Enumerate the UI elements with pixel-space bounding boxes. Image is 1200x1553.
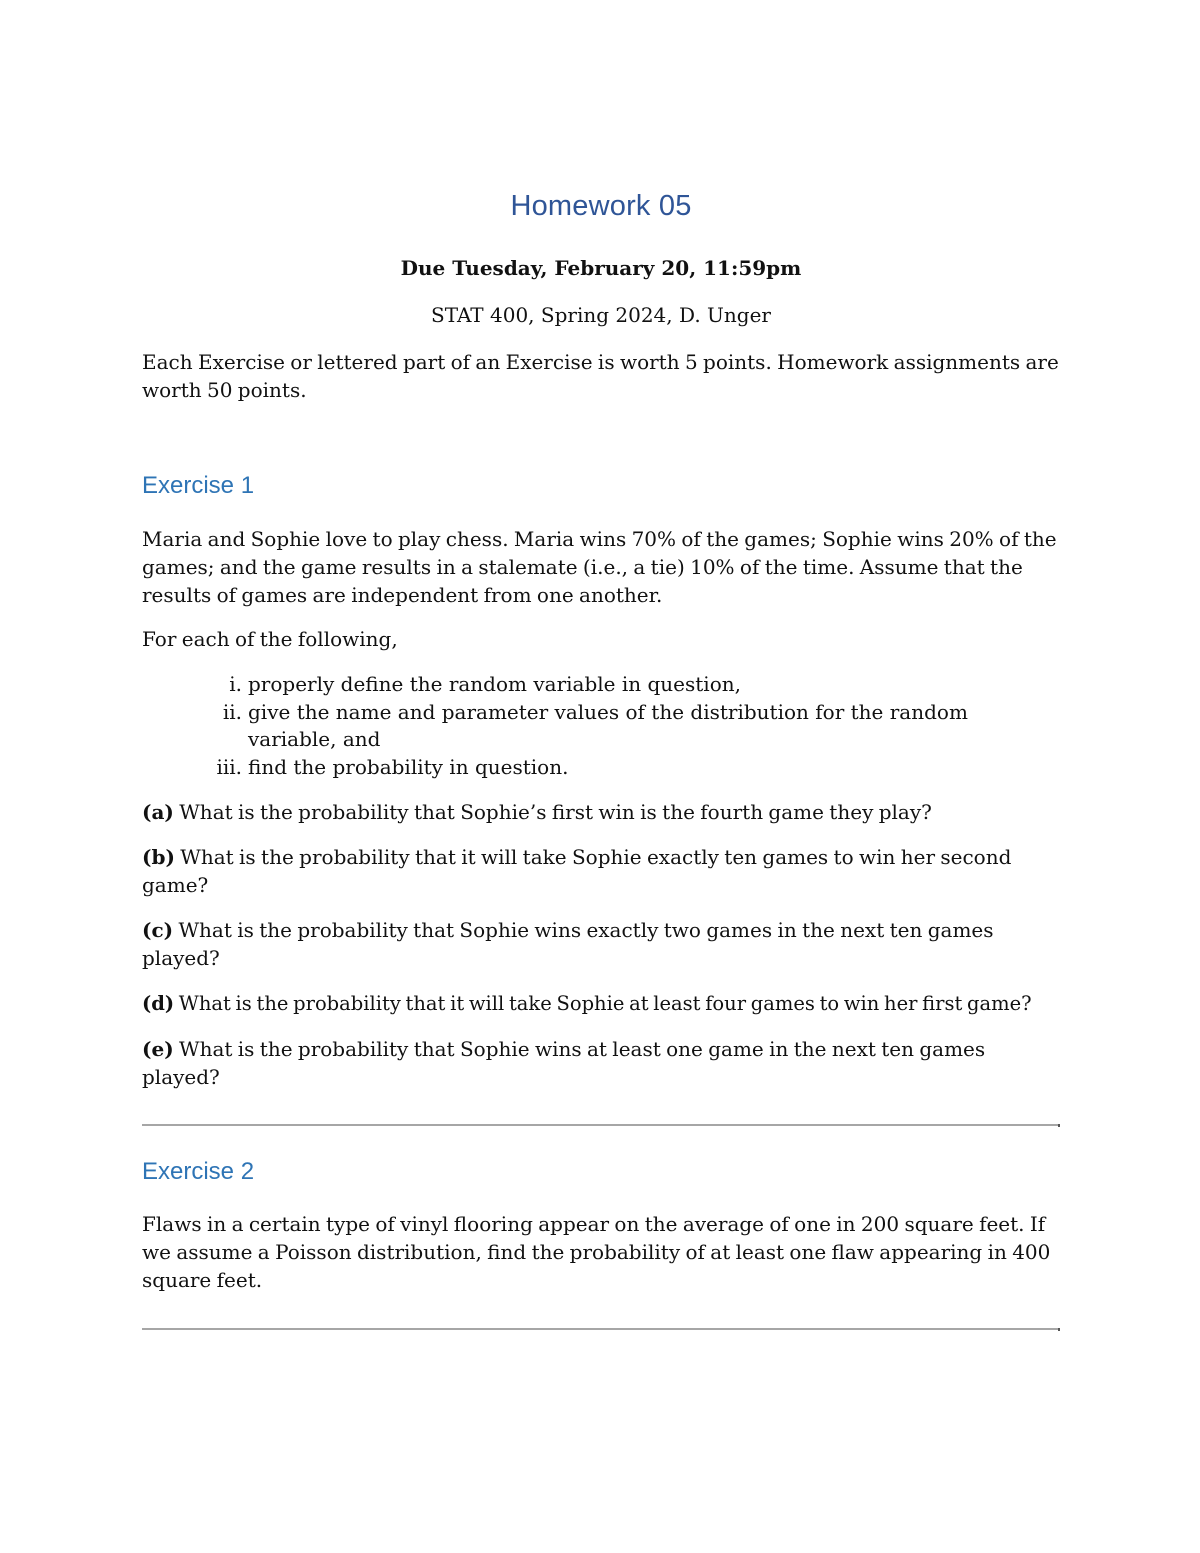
points-note: Each Exercise or lettered part of an Exercise is worth 5 points. Homework assignments are worth 50 points. (142, 350, 1059, 402)
question-text: What is the probability that Sophie wins at least one game in the next ten games played? (142, 1037, 986, 1089)
question-text: What is the probability that Sophie wins exactly two games in the next ten games played? (142, 918, 994, 970)
question-text: What is the probability that Sophie’s first win is the fourth game they play? (179, 800, 932, 824)
question-label: (d) (142, 992, 175, 1015)
list-item (142, 754, 1060, 782)
list-item-number: i. (229, 672, 242, 696)
question-label: (b) (142, 845, 175, 869)
exercise-1-heading: Exercise 1 (142, 472, 255, 499)
list-item-text: properly define the random variable in question, (248, 672, 741, 696)
exercise-2-heading: Exercise 2 (142, 1158, 255, 1185)
exercise-2-text: Flaws in a certain type of vinyl flooring appear on the average of one in 200 square feet. If we assume a Poisson distribution, find the probability of at least one flaw appearing in 400 square feet. (142, 1212, 1051, 1292)
due-date: Due Tuesday, February 20, 11:59pm (400, 256, 802, 280)
section-divider (142, 1124, 1060, 1126)
question-d (142, 990, 1072, 1018)
section-divider (142, 1328, 1060, 1330)
question-text: What is the probability that it will take Sophie exactly ten games to win her second game? (142, 845, 1012, 897)
page-title: Homework 05 (510, 190, 692, 222)
question-label: (c) (142, 918, 174, 942)
list-item-text: give the name and parameter values of the distribution for the random variable, and (248, 699, 968, 751)
question-label: (a) (142, 800, 174, 824)
list-item-number: ii. (222, 699, 242, 724)
question-a (142, 798, 1060, 826)
instruction-list (142, 671, 1060, 781)
question-c (142, 916, 1012, 972)
question-b (142, 843, 1022, 899)
list-item-number: iii. (216, 754, 242, 779)
question-text: What is the probability that it will take Sophie at least four games to win her first game? (178, 992, 1032, 1015)
course-info: STAT 400, Spring 2024, D. Unger (431, 303, 771, 327)
question-label: (e) (142, 1037, 174, 1061)
exercise-1-lead: For each of the following, (142, 627, 398, 651)
list-item (142, 671, 1060, 699)
list-item-text: find the probability in question. (248, 754, 569, 779)
question-e (142, 1035, 1002, 1091)
exercise-1-intro: Maria and Sophie love to play chess. Maria wins 70% of the games; Sophie wins 20% of the games; and the game results in a stalemate (i.e., a tie) 10% of the time. Assume that the results of games are independent from one another. (142, 527, 1057, 607)
list-item (142, 699, 1060, 754)
